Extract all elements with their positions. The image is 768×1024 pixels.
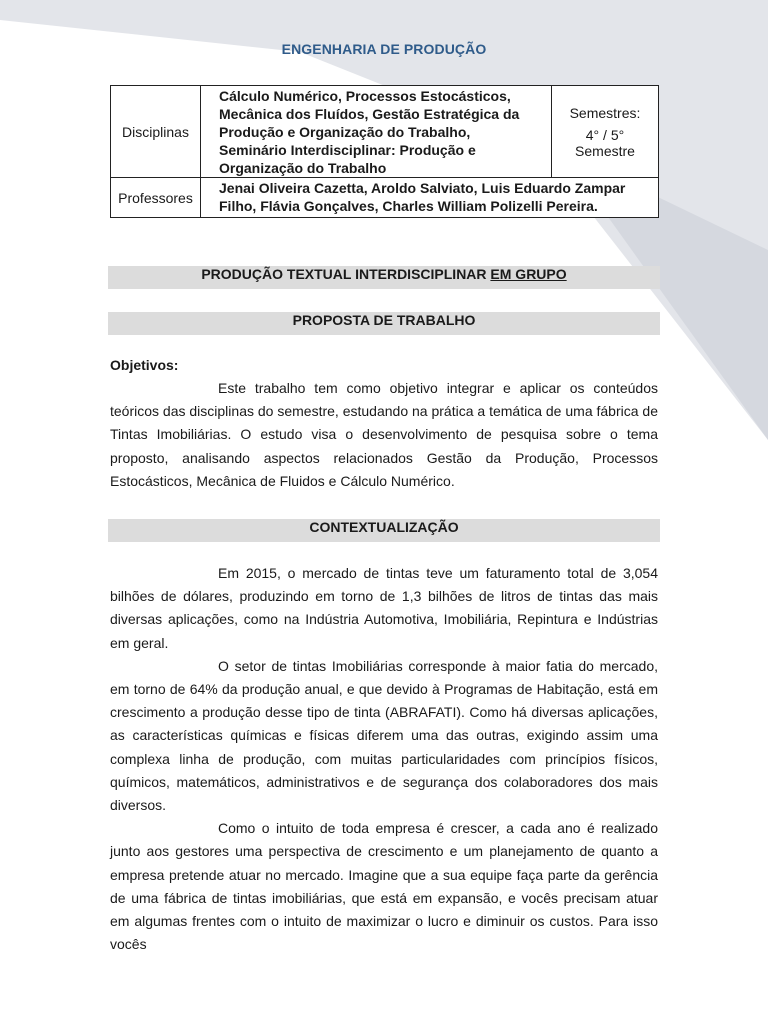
contextualizacao-body [110,562,658,956]
professor-line: Filho, Flávia Gonçalves, Charles William Polizelli Pereira. [219,197,598,214]
semestres-suffix: Semestre [575,143,635,159]
section-band-proposta [108,312,660,335]
objetivos-heading: Objetivos: [110,357,179,373]
paragraph: Este trabalho tem como objetivo integrar e aplicar os conteúdos teóricos das disciplinas do semestre, estudando na prática a temática de uma fábrica de Tintas Imobiliárias. O estudo visa o desenvolvimento de pesquisa sobre o tema proposto, analisando aspectos relacionados Gestão da Produção, Processos Estocásticos, Mecânica de Fluidos e Cálculo Numérico. [110,380,658,489]
disciplina-line: Cálculo Numérico, Processos Estocásticos, [219,88,511,104]
professores-row [111,178,659,218]
paragraph: O setor de tintas Imobiliárias corresponde à maior fatia do mercado, em torno de 64% da produção anual, e que devido à Programas de Habitação, está em crescimento a produção desse tipo de tinta (ABRAFATI). Como há diversas aplicações, as características químicas e físicas diferem uma das outras, exigindo assim uma complexa linha de produção, com muitas particularidades com princípios físicos, químicos, matemáticos, administrativos e de segurança dos colaboradores dos mais diversos. [110,657,658,814]
disciplinas-label: Disciplinas [111,86,201,178]
section-band-contextualizacao [108,519,660,542]
disciplina-line: Produção e Organização do Trabalho, [219,124,471,140]
semestres-value: 4° / 5° [585,127,625,143]
section-title: CONTEXTUALIZAÇÃO [309,519,459,535]
course-title: ENGENHARIA DE PRODUÇÃO [281,41,487,57]
professores-label: Professores [111,178,201,218]
disciplina-line: Organização do Trabalho [219,160,387,176]
professores-list [201,178,659,218]
section-title-underlined: EM GRUPO [490,266,567,282]
section-title: PRODUÇÃO TEXTUAL INTERDISCIPLINAR [201,266,487,282]
disciplina-line: Mecânica dos Fluídos, Gestão Estratégica da [219,106,520,122]
disciplina-line: Seminário Interdisciplinar: Produção e [219,142,476,158]
section-band-producao-textual [108,266,660,289]
course-info-table [110,85,659,218]
paragraph: Em 2015, o mercado de tintas teve um faturamento total de 3,054 bilhões de dólares, produzindo em torno de 1,3 bilhões de litros de tintas das mais diversas aplicações, como na Indústria Automotiva, Imobiliária, Repintura e Indústrias em geral. [110,565,658,651]
semestres-label: Semestres: [569,105,641,121]
disciplinas-list [201,86,552,178]
paragraph: Como o intuito de toda empresa é crescer, a cada ano é realizado junto aos gestores uma perspectiva de crescimento e um planejamento de quanto a empresa pretende atuar no mercado. Imagine que a sua equipe faça parte da gerência de uma fábrica de tintas imobiliárias, que está em expansão, e vocês precisam atuar em algumas frentes com o intuito de maximizar o lucro e diminuir os custos. Para isso vocês [110,820,658,953]
objetivos-paragraph [110,377,658,493]
disciplinas-row [111,86,659,178]
professor-line: Jenai Oliveira Cazetta, Aroldo Salviato, Luis Eduardo Zampar [219,179,626,196]
semestres-cell [552,86,659,178]
section-title: PROPOSTA DE TRABALHO [292,312,476,328]
